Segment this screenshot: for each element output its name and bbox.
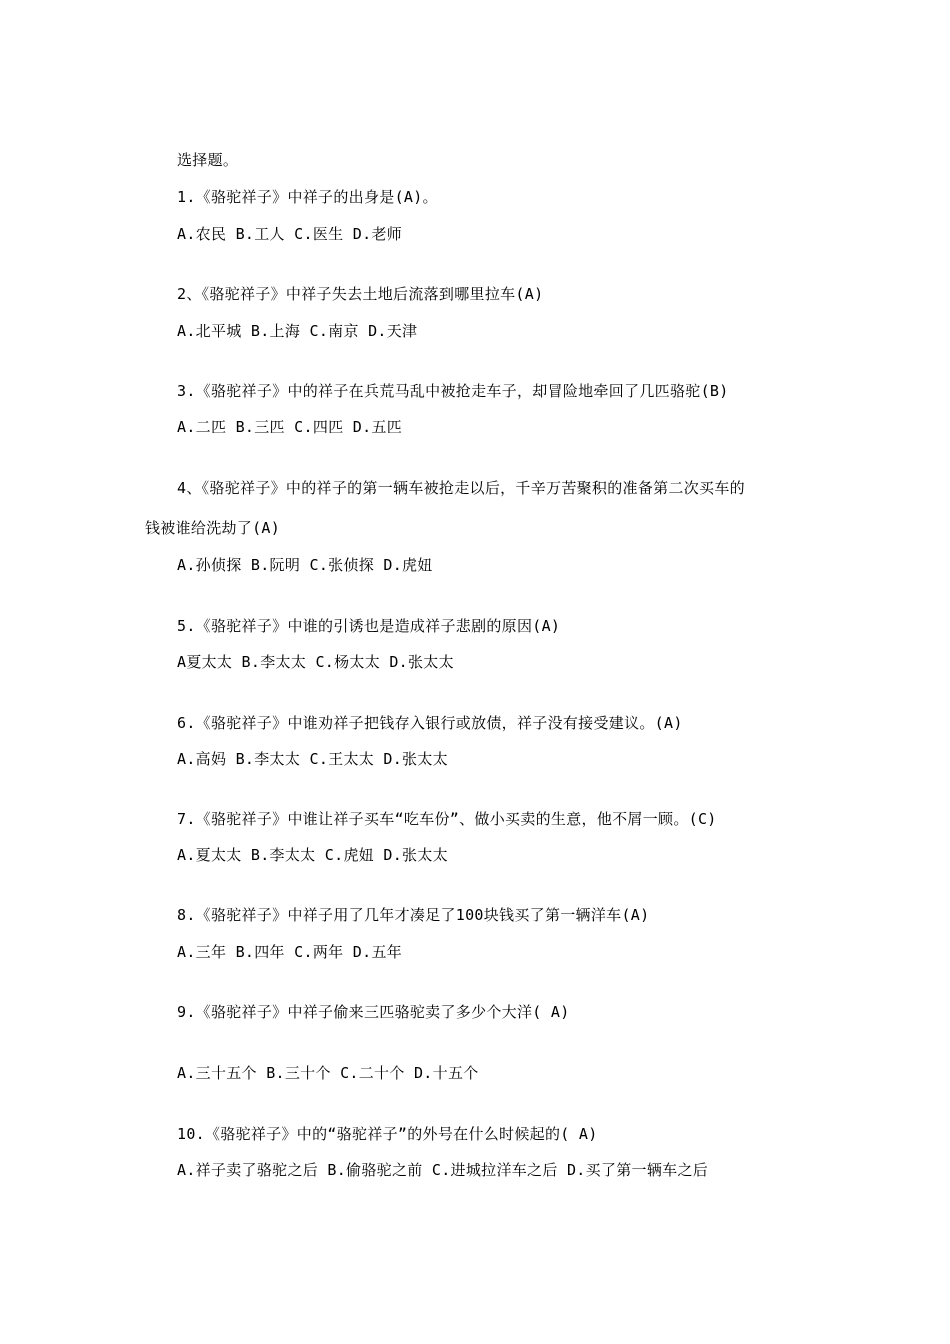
question-7-options: A.夏太太 B.李太太 C.虎妞 D.张太太: [177, 846, 448, 864]
question-9-options: A.三十五个 B.三十个 C.二十个 D.十五个: [177, 1064, 479, 1082]
question-2-options: A.北平城 B.上海 C.南京 D.天津: [177, 322, 418, 340]
question-10-prompt: 10.《骆驼祥子》中的“骆驼祥子”的外号在什么时候起的( A): [177, 1125, 598, 1143]
question-3-prompt: 3.《骆驼祥子》中的祥子在兵荒马乱中被抢走车子，却冒险地牵回了几匹骆驼(B): [177, 382, 729, 400]
question-3-options: A.二匹 B.三匹 C.四匹 D.五匹: [177, 418, 403, 436]
question-8-prompt: 8.《骆驼祥子》中祥子用了几年才凑足了100块钱买了第一辆洋车(A): [177, 906, 650, 924]
question-6-prompt: 6.《骆驼祥子》中谁劝祥子把钱存入银行或放债，祥子没有接受建议。(A): [177, 714, 683, 732]
question-8-options: A.三年 B.四年 C.两年 D.五年: [177, 943, 403, 961]
question-5-prompt: 5.《骆驼祥子》中谁的引诱也是造成祥子悲剧的原因(A): [177, 617, 561, 635]
question-5-options: A夏太太 B.李太太 C.杨太太 D.张太太: [177, 653, 454, 671]
question-4-prompt: 4、《骆驼祥子》中的祥子的第一辆车被抢走以后，千辛万苦聚积的准备第二次买车的: [177, 479, 745, 497]
question-7-prompt: 7.《骆驼祥子》中谁让祥子买车“吃车份”、做小买卖的生意，他不屑一顾。(C): [177, 810, 717, 828]
question-9-prompt: 9.《骆驼祥子》中祥子偷来三匹骆驼卖了多少个大洋( A): [177, 1003, 570, 1021]
question-1-prompt: 1.《骆驼祥子》中祥子的出身是(A)。: [177, 188, 438, 206]
question-1-options: A.农民 B.工人 C.医生 D.老师: [177, 225, 403, 243]
section-heading: 选择题。: [177, 151, 239, 169]
question-4-prompt-continued: 钱被谁给洗劫了(A): [145, 519, 281, 537]
question-4-options: A.孙侦探 B.阮明 C.张侦探 D.虎妞: [177, 556, 433, 574]
question-6-options: A.高妈 B.李太太 C.王太太 D.张太太: [177, 750, 448, 768]
question-10-options: A.祥子卖了骆驼之后 B.偷骆驼之前 C.进城拉洋车之后 D.买了第一辆车之后: [177, 1161, 709, 1179]
question-2-prompt: 2、《骆驼祥子》中祥子失去土地后流落到哪里拉车(A): [177, 285, 544, 303]
